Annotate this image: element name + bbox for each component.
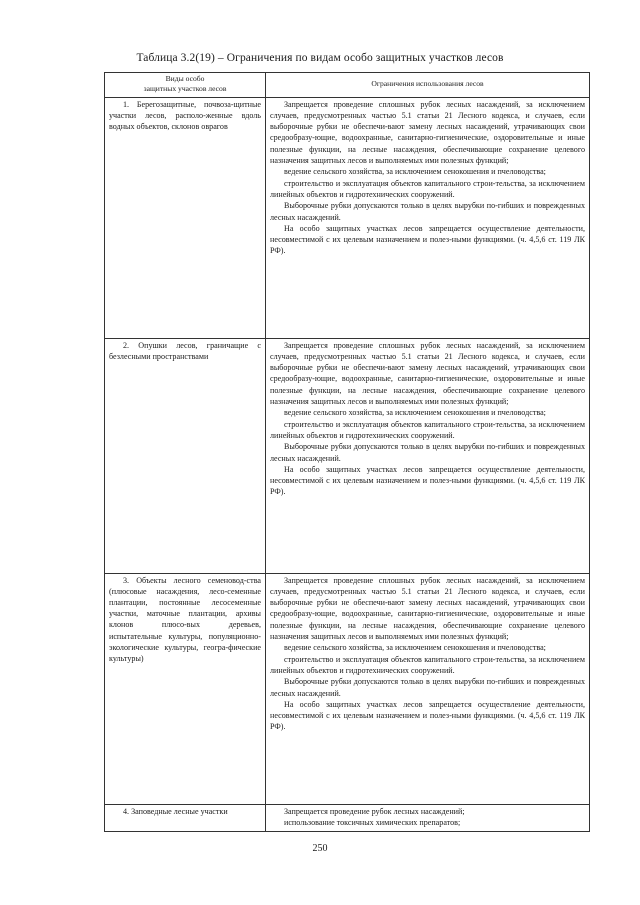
rule-paragraph: ведение сельского хозяйства, за исключением сенокошения и пчеловодства; bbox=[284, 408, 546, 418]
table-row bbox=[105, 338, 590, 573]
rule-paragraph: На особо защитных участках лесов запрещается осуществление деятельности, несовместимой с их целевым назначением и полез-ными функциями. (ч. 4,5,6 ст. 119 ЛК РФ). bbox=[270, 699, 585, 732]
rule-paragraph: Выборочные рубки допускаются только в целях вырубки по-гибших и поврежденных лесных насаждений. bbox=[270, 201, 585, 222]
row-kind-text: 1. Берегозащитные, почвоза-щитные участки лесов, располо-женные вдоль водных объектов, склонов оврагов bbox=[109, 99, 261, 131]
rule-paragraph: Запрещается проведение сплошных рубок лесных насаждений, за исключением случаев, предусмотренных частью 5.1 статьи 21 Лесного кодекса, и случаев, если выборочные рубки не обеспечи-вают замену лесных насаждений, утрачивающих свои средообразу-ющие, водоохранные, санитарно-гигиенические, оздоровительные и иные полезные функции, на лесные насаждения, обеспечивающие сохранение целевого назначения защитных лесов и выполняемых ими полезных функций; bbox=[270, 575, 585, 642]
rule-paragraph: строительство и эксплуатация объектов капитального строи-тельства, за исключением линейных объектов и гидротехнических сооружений. bbox=[270, 419, 585, 440]
row-rules-cell bbox=[266, 338, 590, 573]
page-number: 250 bbox=[312, 843, 328, 854]
row-kind-cell bbox=[105, 804, 266, 832]
rule-paragraph: Запрещается проведение сплошных рубок лесных насаждений, за исключением случаев, предусмотренных частью 5.1 статьи 21 Лесного кодекса, и случаев, если выборочные рубки не обеспечи-вают замену лесных насаждений, утрачивающих свои средообразу-ющие, водоохранные, санитарно-гигиенические, оздоровительные и иные полезные функции, на лесные насаждения, обеспечивающие сохранение целевого назначения защитных лесов и выполняемых ими полезных функций; bbox=[270, 99, 585, 166]
rule-paragraph: На особо защитных участках лесов запрещается осуществление деятельности, несовместимой с их целевым назначением и полез-ными функциями. (ч. 4,5,6 ст. 119 ЛК РФ). bbox=[270, 223, 585, 256]
rule-paragraph: ведение сельского хозяйства, за исключением сенокошения и пчеловодства; bbox=[284, 167, 546, 177]
rule-paragraph: использование токсичных химических препаратов; bbox=[284, 817, 461, 827]
table-header-row bbox=[105, 73, 590, 98]
rule-paragraph: строительство и эксплуатация объектов капитального строи-тельства, за исключением линейных объектов и гидротехнических сооружений. bbox=[270, 178, 585, 199]
header-kinds bbox=[105, 73, 266, 98]
table-caption: Таблица 3.2(19) – Ограничения по видам особо защитных участков лесов bbox=[136, 52, 504, 64]
rule-paragraph: Выборочные рубки допускаются только в целях вырубки по-гибших и поврежденных лесных насаждений. bbox=[270, 442, 585, 463]
row-kind-cell bbox=[105, 338, 266, 573]
restrictions-table bbox=[104, 72, 590, 832]
row-kind-cell bbox=[105, 573, 266, 804]
rule-paragraph: Выборочные рубки допускаются только в целях вырубки по-гибших и поврежденных лесных насаждений. bbox=[270, 677, 585, 698]
row-kind-text: 4. Заповедные лесные участки bbox=[123, 806, 228, 816]
row-kind-cell bbox=[105, 97, 266, 338]
rule-paragraph: Запрещается проведение сплошных рубок лесных насаждений, за исключением случаев, предусмотренных частью 5.1 статьи 21 Лесного кодекса, и случаев, если выборочные рубки не обеспечи-вают замену лесных насаждений, утрачивающих свои средообразу-ющие, водоохранные, санитарно-гигиенические, оздоровительные и иные полезные функции, на лесные насаждения, обеспечивающие сохранение целевого назначения защитных лесов и выполняемых ими полезных функций; bbox=[270, 340, 585, 407]
table-row bbox=[105, 573, 590, 804]
rule-paragraph: На особо защитных участках лесов запрещается осуществление деятельности, несовместимой с их целевым назначением и полез-ными функциями. (ч. 4,5,6 ст. 119 ЛК РФ). bbox=[270, 464, 585, 497]
row-kind-text: 2. Опушки лесов, граничащие с безлесными пространствами bbox=[109, 340, 261, 361]
rule-paragraph: строительство и эксплуатация объектов капитального строи-тельства, за исключением линейных объектов и гидротехнических сооружений. bbox=[270, 654, 585, 675]
rule-paragraph: ведение сельского хозяйства, за исключением сенокошения и пчеловодства; bbox=[284, 643, 546, 653]
table-row bbox=[105, 804, 590, 832]
table-row bbox=[105, 97, 590, 338]
header-kinds-text: Виды особо защитных участков лесов bbox=[143, 74, 227, 93]
row-rules-cell bbox=[266, 573, 590, 804]
header-restrictions: Ограничения использования лесов bbox=[266, 73, 590, 98]
row-kind-text: 3. Объекты лесного семеновод-ства (плюсовые насаждения, лесо-семенные плантации, постоянные лесосеменные участки, маточные плантации, архивы клонов плюсо-вых деревьев, испытательные культуры, популяционно-экологические культуры, геогра-фические культуры) bbox=[109, 575, 261, 664]
row-rules-cell bbox=[266, 804, 590, 832]
rule-paragraph: Запрещается проведение рубок лесных насаждений; bbox=[284, 806, 465, 816]
row-rules-cell bbox=[266, 97, 590, 338]
